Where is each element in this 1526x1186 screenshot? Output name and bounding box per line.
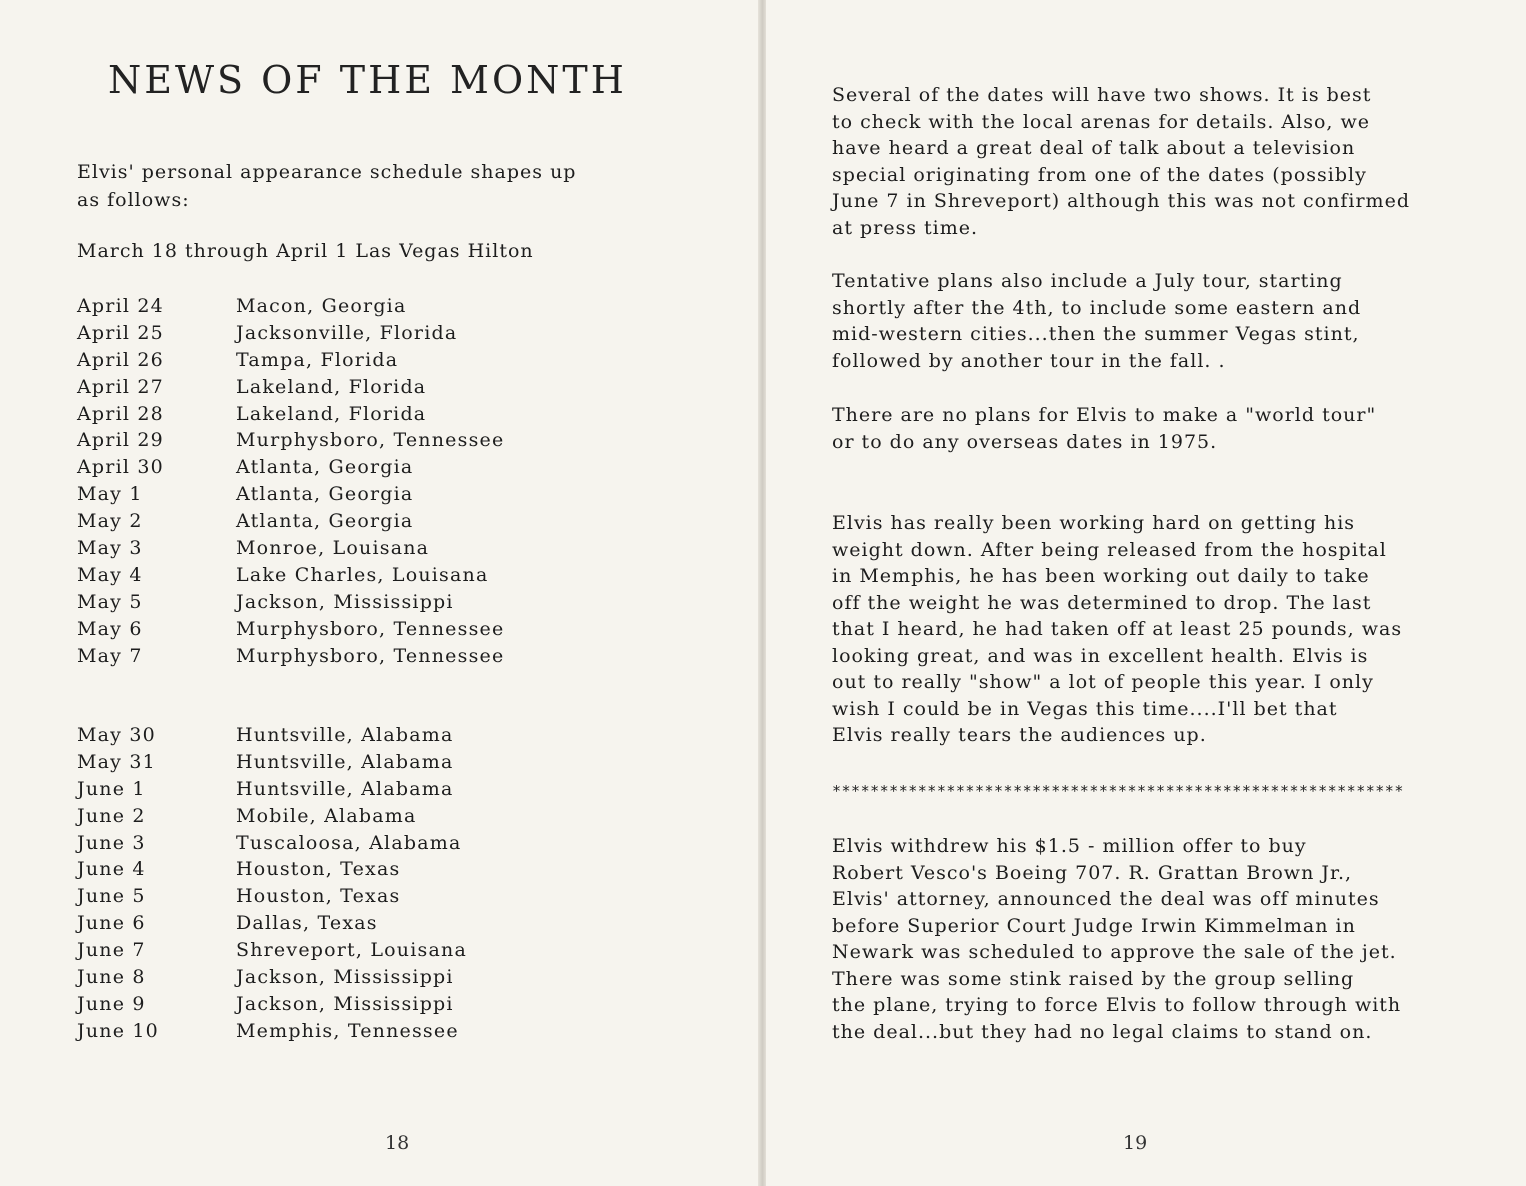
- schedule-city: Lakeland, Florida: [236, 402, 427, 425]
- schedule-city: Tampa, Florida: [236, 348, 399, 371]
- paragraph-line: followed by another tour in the fall. .: [832, 349, 1226, 372]
- paragraph-line: to check with the local arenas for details. Also, we: [832, 110, 1370, 133]
- paragraph-line: mid-western cities...then the summer Vegas stint,: [832, 323, 1360, 345]
- paragraph-dates-shows: [832, 82, 1482, 241]
- paragraph-line: Robert Vesco's Boeing 707. R. Grattan Brown Jr.,: [832, 861, 1353, 884]
- schedule-date: June 6: [77, 912, 146, 935]
- schedule-city: Houston, Texas: [236, 885, 401, 908]
- paragraph-line: special originating from one of the dates (possibly: [832, 163, 1367, 186]
- left-page: [0, 0, 760, 1186]
- schedule-city: Memphis, Tennessee: [236, 1019, 459, 1042]
- schedule-city: Huntsville, Alabama: [236, 777, 454, 800]
- paragraph-line: Elvis has really been working hard on getting his: [832, 512, 1356, 534]
- schedule-date: April 30: [77, 456, 164, 479]
- paragraph-line: that I heard, he had taken off at least 25 pounds, was: [832, 618, 1403, 640]
- paragraph-line: or to do any overseas dates in 1975.: [832, 430, 1218, 453]
- schedule-date: May 3: [77, 537, 143, 560]
- schedule-city: Huntsville, Alabama: [236, 724, 454, 746]
- paragraph-weight: [832, 510, 1482, 749]
- paragraph-line: before Superior Court Judge Irwin Kimmelman in: [832, 914, 1356, 937]
- vegas-engagement: March 18 through April 1 Las Vegas Hilton: [77, 240, 534, 262]
- schedule-date: June 8: [77, 966, 146, 989]
- schedule-city: Lake Charles, Louisana: [236, 563, 489, 586]
- schedule-date: June 1: [77, 777, 146, 800]
- paragraph-line: off the weight he was determined to drop. The last: [832, 591, 1372, 614]
- schedule-city: Murphysboro, Tennessee: [236, 644, 505, 667]
- schedule-date: May 31: [77, 750, 156, 773]
- paragraph-boeing-offer: [832, 833, 1482, 1045]
- schedule-date: June 9: [77, 992, 146, 1015]
- paragraph-line: have heard a great deal of talk about a television: [832, 137, 1356, 159]
- paragraph-line: Elvis really tears the audiences up.: [832, 724, 1207, 746]
- intro-paragraph: [77, 158, 677, 214]
- schedule-date: April 29: [77, 429, 164, 452]
- schedule-city: Shreveport, Louisana: [236, 939, 467, 962]
- separator-asterisks: ************************************************************: [832, 782, 1404, 800]
- paragraph-line: the deal...but they had no legal claims to stand on.: [832, 1020, 1373, 1043]
- paragraph-line: There was some stink raised by the group selling: [832, 967, 1355, 990]
- schedule-city: Atlanta, Georgia: [236, 483, 414, 506]
- schedule-date: May 4: [77, 563, 143, 586]
- paragraph-line: wish I could be in Vegas this time....I'll bet that: [832, 697, 1338, 720]
- schedule-city: Lakeland, Florida: [236, 375, 427, 398]
- schedule-date: June 2: [77, 804, 146, 827]
- paragraph-line: Newark was scheduled to approve the sale of the jet.: [832, 941, 1397, 963]
- schedule-city: Mobile, Alabama: [236, 804, 417, 827]
- schedule-date: June 5: [77, 885, 146, 908]
- schedule-date: June 7: [77, 939, 146, 962]
- page-number: 18: [385, 1132, 410, 1154]
- paragraph-line: Tentative plans also include a July tour, starting: [832, 270, 1343, 292]
- schedule-city: Atlanta, Georgia: [236, 510, 414, 533]
- paragraph-line: Several of the dates will have two shows. It is best: [832, 84, 1372, 106]
- paragraph-line: Elvis withdrew his $1.5 - million offer to buy: [832, 835, 1307, 857]
- schedule-city: Jackson, Mississippi: [236, 590, 454, 613]
- schedule-city: Houston, Texas: [236, 858, 401, 881]
- schedule-city: Dallas, Texas: [236, 912, 378, 935]
- paragraph-line: out to really "show" a lot of people this year. I only: [832, 671, 1374, 693]
- schedule-city: Tuscaloosa, Alabama: [236, 831, 462, 854]
- intro-line: as follows:: [77, 189, 190, 211]
- schedule-date: May 7: [77, 644, 143, 667]
- paragraph-line: There are no plans for Elvis to make a "world tour": [832, 404, 1377, 426]
- schedule-city: Atlanta, Georgia: [236, 456, 414, 479]
- schedule-date: April 24: [77, 295, 164, 317]
- paragraph-line: shortly after the 4th, to include some eastern and: [832, 296, 1362, 319]
- schedule-date: May 2: [77, 510, 143, 533]
- page-title: NEWS OF THE MONTH: [108, 58, 627, 102]
- schedule-date: May 1: [77, 483, 143, 506]
- paragraph-line: weight down. After being released from the hospital: [832, 538, 1387, 561]
- schedule-date: April 28: [77, 402, 164, 425]
- schedule-city: Monroe, Louisana: [236, 537, 430, 560]
- paragraph-line: at press time.: [832, 216, 979, 239]
- schedule-city: Murphysboro, Tennessee: [236, 617, 505, 640]
- schedule-date: May 5: [77, 590, 143, 613]
- schedule-date: April 25: [77, 321, 164, 344]
- intro-line: Elvis' personal appearance schedule shapes up: [77, 161, 577, 183]
- page-number: 19: [1123, 1132, 1148, 1154]
- paragraph-line: the plane, trying to force Elvis to follow through with: [832, 994, 1402, 1016]
- schedule-date: May 6: [77, 617, 143, 640]
- paragraph-line: looking great, and was in excellent health. Elvis is: [832, 644, 1369, 667]
- paragraph-world-tour: [832, 402, 1482, 455]
- right-page: [766, 0, 1526, 1186]
- schedule-city: Jackson, Mississippi: [236, 992, 454, 1015]
- schedule-city: Macon, Georgia: [236, 295, 407, 317]
- paragraph-line: June 7 in Shreveport) although this was not confirmed: [832, 190, 1410, 212]
- schedule-city: Jacksonville, Florida: [236, 321, 458, 344]
- schedule-date: June 3: [77, 831, 146, 854]
- schedule-date: April 26: [77, 348, 164, 371]
- schedule-city: Jackson, Mississippi: [236, 966, 454, 989]
- paragraph-line: Elvis' attorney, announced the deal was off minutes: [832, 888, 1380, 910]
- schedule-city: Murphysboro, Tennessee: [236, 429, 505, 452]
- schedule-date: May 30: [77, 724, 156, 746]
- schedule-date: June 10: [77, 1019, 159, 1042]
- schedule-date: April 27: [77, 375, 164, 398]
- schedule-date: June 4: [77, 858, 146, 881]
- paragraph-tour-plans: [832, 268, 1482, 374]
- paragraph-line: in Memphis, he has been working out daily to take: [832, 565, 1370, 587]
- schedule-city: Huntsville, Alabama: [236, 750, 454, 773]
